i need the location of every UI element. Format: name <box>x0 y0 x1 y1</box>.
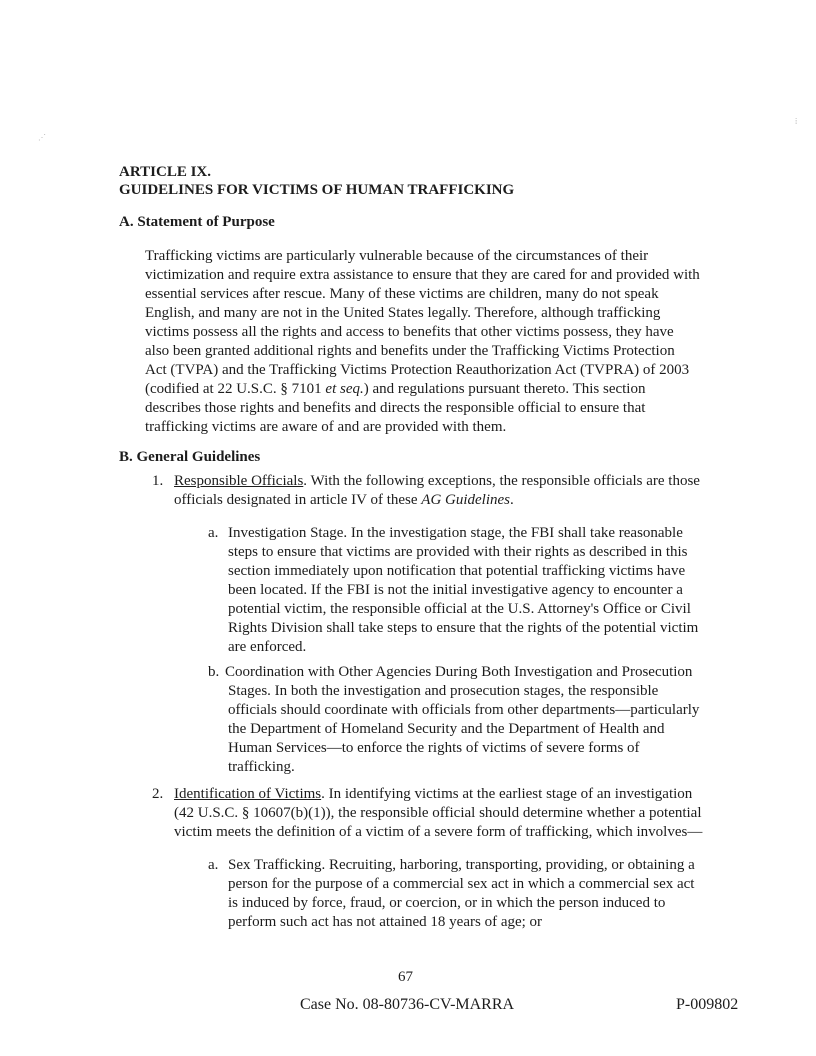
item-line: victim meets the definition of a victim of a severe form of trafficking, which involves— <box>174 824 703 840</box>
scan-artifact: ⁞ <box>795 117 798 126</box>
section-a-heading: A. Statement of Purpose <box>119 214 275 230</box>
item-letter: a. <box>208 525 219 541</box>
item-line: are enforced. <box>228 639 307 655</box>
paragraph-line: Trafficking victims are particularly vulnerable because of the circumstances of their <box>145 248 649 264</box>
item-line: Sex Trafficking. Recruiting, harboring, transporting, providing, or obtaining a <box>228 857 695 873</box>
item-line: the Department of Homeland Security and the Department of Health and <box>228 721 665 737</box>
item-label: Responsible Officials <box>174 473 304 489</box>
item-line: officials should coordinate with officials from other departments—particularly <box>228 702 700 718</box>
item-line: Stages. In both the investigation and prosecution stages, the responsible <box>228 683 659 699</box>
page-number: 67 <box>398 969 413 985</box>
item-label: Identification of Victims <box>174 786 322 802</box>
article-heading <box>119 163 514 199</box>
item-line: Investigation Stage. In the investigation stage, the FBI shall take reasonable <box>228 525 683 541</box>
item-text: officials designated in article IV of these <box>174 492 422 508</box>
item-text: . <box>510 492 514 508</box>
item-line: Human Services—to enforce the rights of victims of severe forms of <box>228 740 640 756</box>
paragraph-line <box>145 380 705 399</box>
paragraph-line: also been granted additional rights and benefits under the Trafficking Victims Protection <box>145 343 675 359</box>
item-line: Rights Division shall take steps to ensure that the rights of the potential victim <box>228 620 699 636</box>
item-text: . In identifying victims at the earliest stage of an investigation <box>321 786 693 802</box>
article-number: ARTICLE IX. <box>119 164 211 180</box>
item-line: is induced by force, fraud, or coercion, or in which the person induced to <box>228 895 666 911</box>
item-text: . With the following exceptions, the responsible officials are those <box>303 473 700 489</box>
article-title: GUIDELINES FOR VICTIMS OF HUMAN TRAFFICKING <box>119 182 515 198</box>
ag-guidelines-italic: AG Guidelines <box>421 492 511 508</box>
bates-number: P-009802 <box>676 996 739 1013</box>
case-number: Case No. 08-80736-CV-MARRA <box>300 996 515 1013</box>
item-line <box>174 472 714 491</box>
item-line: potential victim, the responsible official at the U.S. Attorney's Office or Civil <box>228 601 691 617</box>
paragraph-line: essential services after rescue. Many of these victims are children, many do not speak <box>145 286 659 302</box>
paragraph-line: trafficking victims are aware of and are provided with them. <box>145 419 507 435</box>
item-number: 2. <box>152 786 164 802</box>
section-b-heading: B. General Guidelines <box>119 449 261 465</box>
paragraph-text: ) and regulations pursuant thereto. This section <box>363 381 646 397</box>
paragraph-line: victimization and require extra assistance to ensure that they are cared for and provided with <box>145 267 700 283</box>
item-letter: a. <box>208 857 219 873</box>
item-line: (42 U.S.C. § 10607(b)(1)), the responsible official should determine whether a potential <box>174 805 702 821</box>
item-line: steps to ensure that victims are provided with their rights as described in this <box>228 544 688 560</box>
statement-of-purpose-paragraph <box>145 247 705 437</box>
paragraph-line: victims possess all the rights and access to benefits that other victims possess, they have <box>145 324 674 340</box>
item-line: section immediately upon notification that potential trafficking victims have <box>228 563 686 579</box>
item-line <box>174 491 714 510</box>
item-line: been located. If the FBI is not the initial investigative agency to encounter a <box>228 582 683 598</box>
et-seq-italic: et seq. <box>325 381 364 397</box>
paragraph-line: describes those rights and benefits and directs the responsible official to ensure that <box>145 400 646 416</box>
item-line: Coordination with Other Agencies During Both Investigation and Prosecution <box>225 664 693 680</box>
scan-artifact: ⋰ <box>38 133 46 142</box>
paragraph-line: Act (TVPA) and the Trafficking Victims Protection Reauthorization Act (TVPRA) of 2003 <box>145 362 690 378</box>
paragraph-text: (codified at 22 U.S.C. § 7101 <box>145 381 326 397</box>
item-number: 1. <box>152 473 164 489</box>
item-line: trafficking. <box>228 759 295 775</box>
paragraph-line: English, and many are not in the United States legally. Therefore, although trafficking <box>145 305 661 321</box>
item-line: person for the purpose of a commercial sex act in which a commercial sex act <box>228 876 695 892</box>
item-line <box>174 785 724 804</box>
item-letter: b. <box>208 664 220 680</box>
item-line: perform such act has not attained 18 years of age; or <box>228 914 543 930</box>
